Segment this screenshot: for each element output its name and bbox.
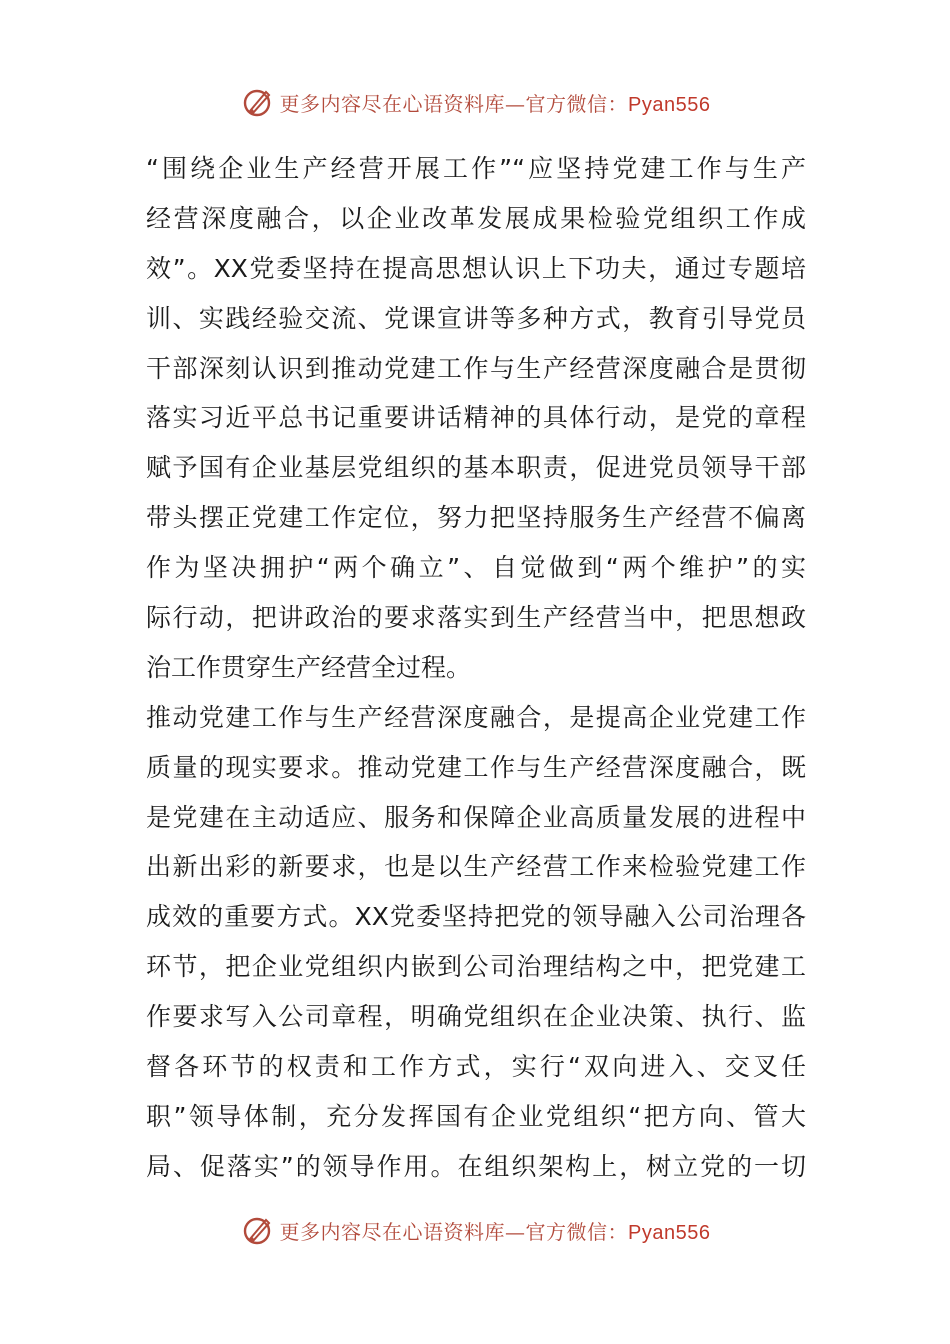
text-line: “围绕企业生产经营开展工作”“应坚持党建工作与生产 — [146, 154, 806, 183]
watermark-handle: Pyan556 — [628, 93, 711, 116]
text-line: 督各环节的权责和工作方式，实行“双向进入、交叉任 — [146, 1052, 806, 1082]
text-line: 职”领导体制，充分发挥国有企业党组织“把方向、管大 — [146, 1101, 806, 1131]
text-line: 赋予国有企业基层党组织的基本职责，促进党员领导干部 — [146, 453, 806, 483]
text-line: 训、实践经验交流、党课宣讲等多种方式，教育引导党员 — [146, 303, 806, 333]
pen-circle-logo-icon — [240, 84, 276, 120]
text-line: 干部深刻认识到推动党建工作与生产经营深度融合是贯彻 — [146, 353, 806, 383]
text-line: 作为坚决拥护“两个确立”、自觉做到“两个维护”的实 — [146, 553, 806, 583]
footer-watermark — [0, 1210, 950, 1250]
text-line: 经营深度融合，以企业改革发展成果检验党组织工作成 — [146, 203, 806, 233]
watermark-text: 更多内容尽在心语资料库—官方微信：Pyan556 — [279, 91, 711, 116]
text-line: 局、促落实”的领导作用。在组织架构上，树立党的一切 — [146, 1151, 806, 1181]
header-watermark — [0, 82, 950, 122]
text-line: 落实习近平总书记重要讲话精神的具体行动，是党的章程 — [146, 403, 806, 433]
text-line: 质量的现实要求。推动党建工作与生产经营深度融合，既 — [146, 752, 806, 782]
text-line: 环节，把企业党组织内嵌到公司治理结构之中，把党建工 — [146, 952, 806, 982]
text-line: 作要求写入公司章程，明确党组织在企业决策、执行、监 — [146, 1002, 806, 1032]
text-line: 成效的重要方式。XX党委坚持把党的领导融入公司治理各 — [146, 902, 806, 932]
text-line: 际行动，把讲政治的要求落实到生产经营当中，把思想政 — [146, 603, 806, 633]
text-line: 效”。XX党委坚持在提高思想认识上下功夫，通过专题培 — [146, 253, 806, 283]
text-line: 推动党建工作与生产经营深度融合，是提高企业党建工作 — [146, 702, 806, 732]
watermark-text: 更多内容尽在心语资料库—官方微信：Pyan556 — [279, 1219, 711, 1244]
document-body — [146, 144, 806, 1192]
watermark-handle: Pyan556 — [628, 1221, 711, 1244]
text-line: 是党建在主动适应、服务和保障企业高质量发展的进程中 — [146, 802, 806, 832]
pen-circle-logo-icon — [240, 1212, 276, 1248]
text-line: 带头摆正党建工作定位，努力把坚持服务生产经营不偏离 — [146, 503, 806, 533]
text-line: 出新出彩的新要求，也是以生产经营工作来检验党建工作 — [146, 852, 806, 882]
paragraph-end-line: 治工作贯穿生产经营全过程。 — [146, 652, 472, 682]
